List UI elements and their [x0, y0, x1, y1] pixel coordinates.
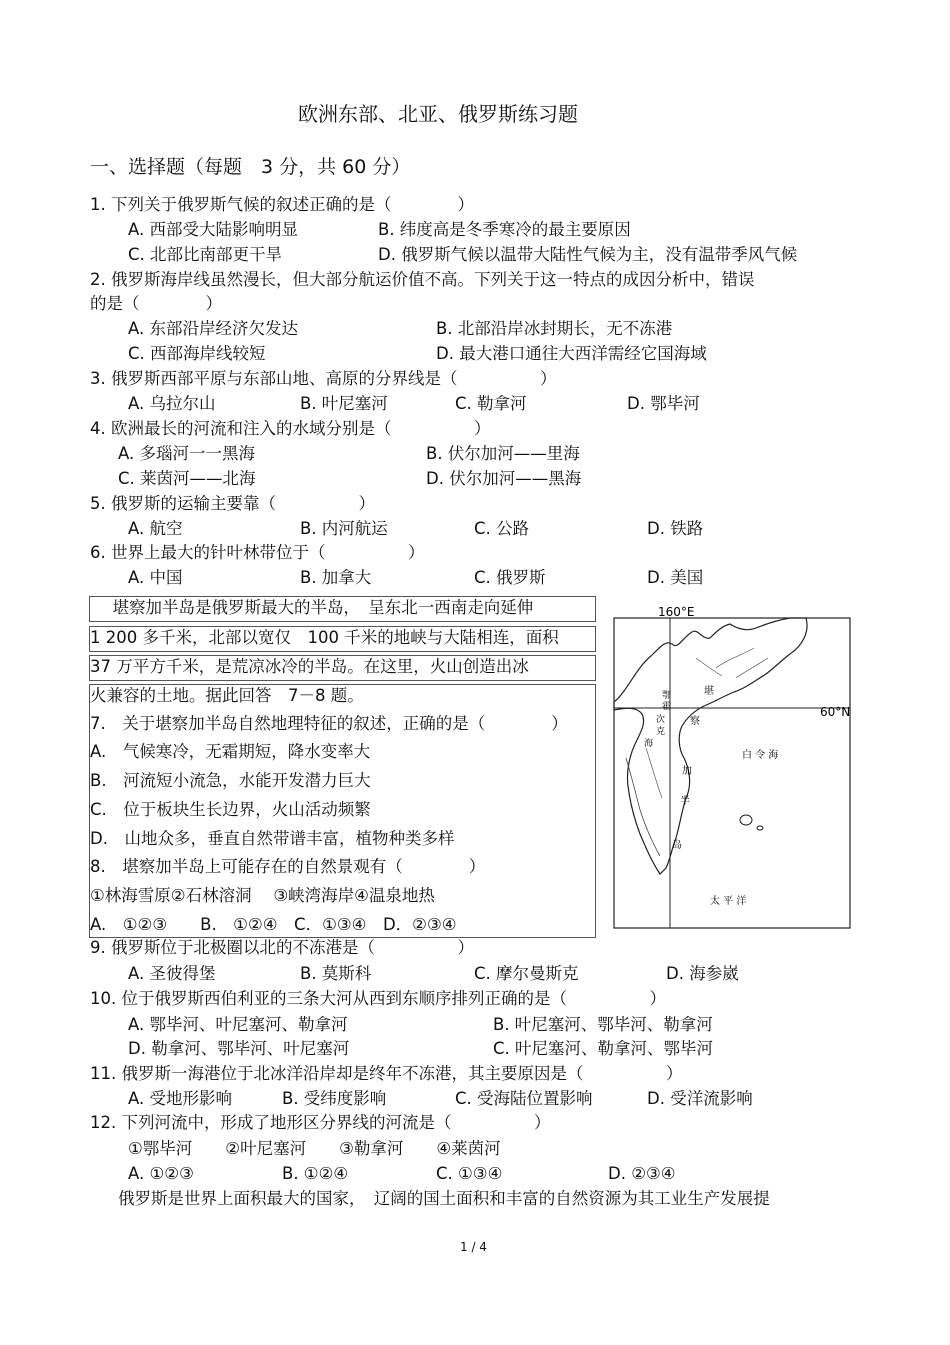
kamchatka-map — [606, 598, 858, 936]
q4-option-a: A. 多瑙河一一黑海 — [118, 444, 255, 463]
q3-option-c: C. 勒拿河 — [455, 394, 527, 413]
q12-stem: 12. 下列河流中，形成了地形区分界线的河流是（ ） — [90, 1113, 551, 1132]
q12-items: ①鄂毕河 ②叶尼塞河 ③勒拿河 ④莱茵河 — [128, 1139, 501, 1158]
q3-option-b: B. 叶尼塞河 — [300, 394, 388, 413]
q2-option-d: D. 最大港口通往大西洋需经它国海域 — [436, 344, 707, 363]
q5-option-b: B. 内河航运 — [300, 519, 388, 538]
q7-stem: 7. 关于堪察加半岛自然地理特征的叙述，正确的是（ ） — [90, 714, 568, 733]
q12-option-c: C. ①③④ — [436, 1164, 503, 1183]
section-heading: 一、选择题（每题 3 分，共 60 分） — [90, 156, 411, 178]
pacific-label: 太 平 洋 — [710, 896, 747, 907]
next-passage-line: 俄罗斯是世界上面积最大的国家， 辽阔的国土面积和丰富的自然资源为其工业生产发展提 — [118, 1189, 770, 1208]
q6-option-d: D. 美国 — [647, 568, 704, 587]
peninsula-label-5: 岛 — [672, 840, 682, 851]
q2-option-c: C. 西部海岸线较短 — [128, 344, 266, 363]
okhotsk-label-2: 霍 — [662, 702, 672, 712]
q3-stem: 3. 俄罗斯西部平原与东部山地、高原的分界线是（ ） — [90, 369, 557, 388]
page-number: 1 / 4 — [460, 1240, 487, 1254]
q6-option-b: B. 加拿大 — [300, 568, 372, 587]
okhotsk-label-4: 克 — [656, 727, 666, 737]
q4-stem: 4. 欧洲最长的河流和注入的水域分别是（ ） — [90, 419, 491, 438]
q10-option-a: A. 鄂毕河、叶尼塞河、勒拿河 — [128, 1015, 348, 1034]
q8-items: ①林海雪原②石林溶洞 ③峡湾海岸④温泉地热 — [90, 886, 435, 905]
q3-option-a: A. 乌拉尔山 — [128, 394, 216, 413]
q11-stem: 11. 俄罗斯一海港位于北冰洋沿岸却是终年不冻港，其主要原因是（ ） — [90, 1064, 683, 1083]
q5-option-a: A. 航空 — [128, 519, 183, 538]
okhotsk-label-3: 次 — [656, 715, 666, 725]
q2-stem-line1: 2. 俄罗斯海岸线虽然漫长，但大部分航运价值不高。下列关于这一特点的成因分析中，错误 — [90, 270, 755, 289]
q9-option-c: C. 摩尔曼斯克 — [474, 964, 579, 983]
q10-option-c: C. 叶尼塞河、勒拿河、鄂毕河 — [493, 1039, 714, 1058]
q2-option-b: B. 北部沿岸冰封期长，无不冻港 — [436, 319, 673, 338]
okhotsk-label-1: 鄂 — [662, 691, 672, 701]
q1-option-c: C. 北部比南部更干旱 — [128, 245, 283, 264]
q7-option-d: D. 山地众多，垂直自然带谱丰富，植物种类多样 — [90, 829, 455, 848]
q4-option-d: D. 伏尔加河——黑海 — [426, 469, 582, 488]
q7-option-b: B. 河流短小流急，水能开发潜力巨大 — [90, 771, 371, 790]
q12-option-a: A. ①②③ — [128, 1164, 194, 1183]
q10-stem: 10. 位于俄罗斯西伯利亚的三条大河从西到东顺序排列正确的是（ ） — [90, 989, 666, 1008]
passage-line-2: 1 200 多千米，北部以宽仅 100 千米的地峡与大陆相连，面积 — [90, 628, 559, 647]
q10-option-d: D. 勒拿河、鄂毕河、叶尼塞河 — [128, 1039, 350, 1058]
q4-option-b: B. 伏尔加河——里海 — [426, 444, 580, 463]
q5-option-d: D. 铁路 — [647, 519, 704, 538]
q9-option-b: B. 莫斯科 — [300, 964, 372, 983]
q6-option-c: C. 俄罗斯 — [474, 568, 546, 587]
q9-option-a: A. 圣彼得堡 — [128, 964, 216, 983]
q10-option-b: B. 叶尼塞河、鄂毕河、勒拿河 — [493, 1015, 713, 1034]
q9-stem: 9. 俄罗斯位于北极圈以北的不冻港是（ ） — [90, 938, 474, 957]
q5-stem: 5. 俄罗斯的运输主要靠（ ） — [90, 494, 375, 513]
passage-line-3: 37 万平方千米，是荒凉冰冷的半岛。在这里，火山创造出冰 — [90, 657, 529, 676]
q4-option-c: C. 莱茵河——北海 — [118, 469, 256, 488]
q9-option-d: D. 海参崴 — [666, 964, 739, 983]
q5-option-c: C. 公路 — [474, 519, 530, 538]
q8-stem: 8. 堪察加半岛上可能存在的自然景观有（ ） — [90, 857, 486, 876]
q2-option-a: A. 东部沿岸经济欠发达 — [128, 319, 298, 338]
q12-option-d: D. ②③④ — [608, 1164, 676, 1183]
longitude-label: 160°E — [658, 605, 695, 619]
okhotsk-label-5: 海 — [644, 739, 654, 749]
q11-option-d: D. 受洋流影响 — [647, 1089, 753, 1108]
q1-stem: 1. 下列关于俄罗斯气候的叙述正确的是（ ） — [90, 195, 474, 214]
page-title: 欧洲东部、北亚、俄罗斯练习题 — [298, 102, 578, 126]
latitude-label: 60°N — [820, 705, 851, 719]
peninsula-label-3: 加 — [682, 766, 692, 777]
q1-option-a: A. 西部受大陆影响明显 — [128, 220, 298, 239]
peninsula-label-1: 堪 — [704, 686, 714, 697]
q8-options: A. ①②③ B. ①②④ C．①③④ D．②③④ — [90, 915, 457, 934]
q6-stem: 6. 世界上最大的针叶林带位于（ ） — [90, 543, 425, 562]
bering-sea-label: 白 令 海 — [742, 750, 779, 761]
peninsula-label-2: 察 — [690, 716, 700, 727]
q7-option-a: A. 气候寒冷，无霜期短，降水变率大 — [90, 742, 371, 761]
passage-line-1: 堪察加半岛是俄罗斯最大的半岛， 呈东北一西南走向延伸 — [96, 598, 534, 617]
q12-option-b: B. ①②④ — [282, 1164, 349, 1183]
peninsula-label-4: 半 — [680, 796, 690, 807]
q11-option-a: A. 受地形影响 — [128, 1089, 232, 1108]
q11-option-b: B. 受纬度影响 — [282, 1089, 387, 1108]
q1-option-d: D. 俄罗斯气候以温带大陆性气候为主，没有温带季风气候 — [378, 245, 798, 264]
q6-option-a: A. 中国 — [128, 568, 183, 587]
passage-line-4: 火兼容的土地。据此回答 7－8 题。 — [90, 686, 364, 705]
q3-option-d: D. 鄂毕河 — [627, 394, 700, 413]
map-frame — [614, 618, 850, 928]
q1-option-b: B. 纬度高是冬季寒冷的最主要原因 — [378, 220, 631, 239]
q2-stem-line2: 的是（ ） — [90, 294, 222, 313]
q11-option-c: C. 受海陆位置影响 — [455, 1089, 593, 1108]
q7-option-c: C. 位于板块生长边界，火山活动频繁 — [90, 800, 371, 819]
